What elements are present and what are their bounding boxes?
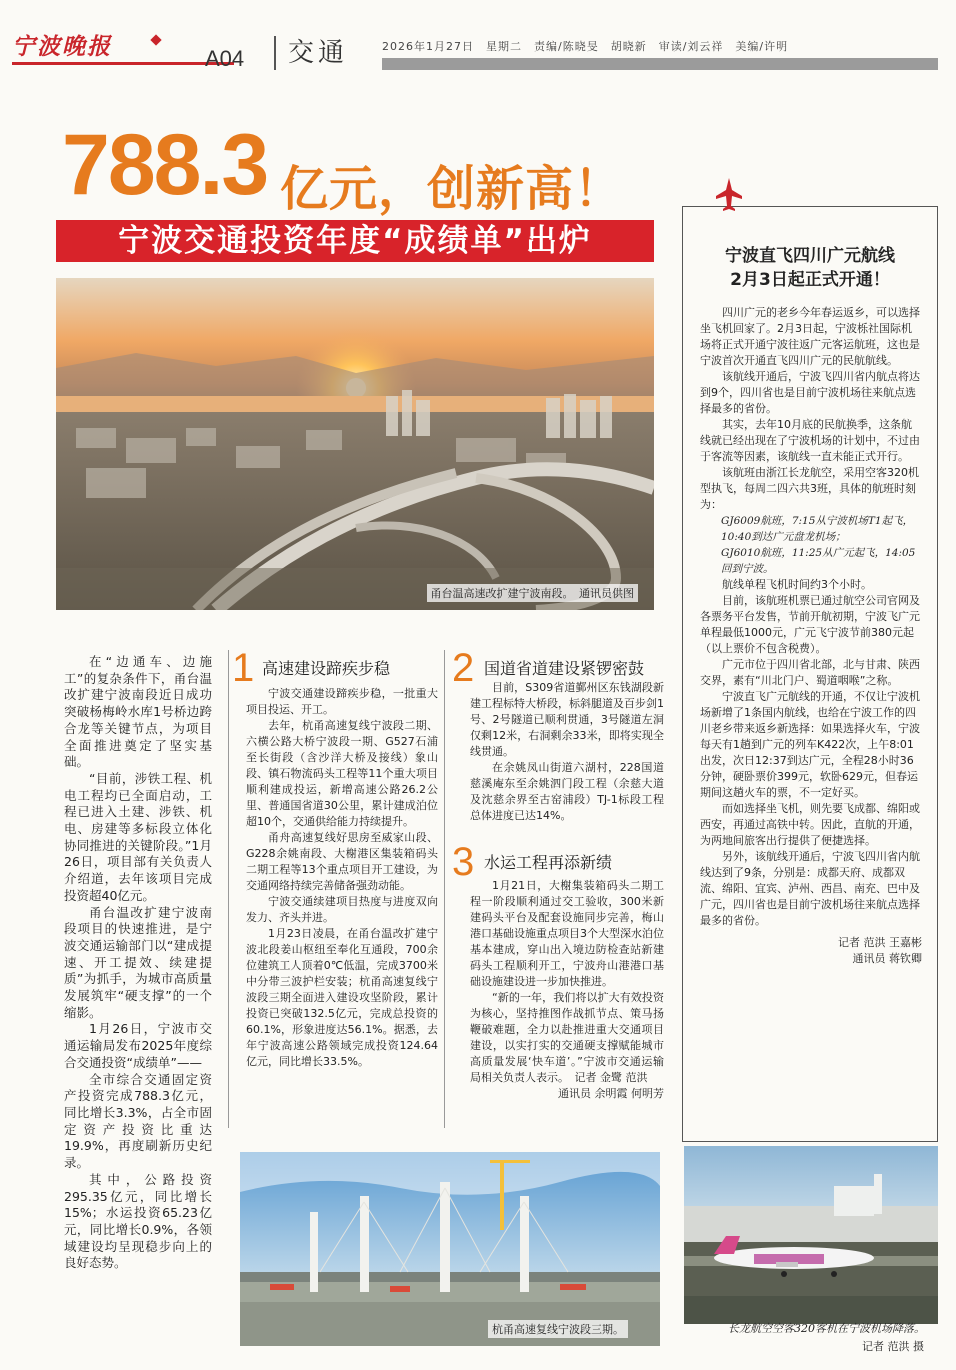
headline-number: 788.3 — [62, 117, 268, 213]
section-title: 水运工程再添新绩 — [484, 853, 613, 872]
plane-photo — [684, 1146, 938, 1324]
lead-paragraph: 其中，公路投资295.35亿元，同比增长15%；水运投资65.23亿元，同比增长0.9%，各领域建设均呈现稳步向上的良好态势。 — [64, 1171, 212, 1271]
sidebar-byline: 通讯员 蒋钦卿 — [852, 952, 922, 965]
body-paragraph: 1月21日，大榭集装箱码头二期工程一阶段顺利通过交工验收，300米新建码头平台及配套设施同步完善，梅山港口基础设施重点项目3个大型深水泊位基本建成，穿山出入境边防检查站新建码头工程顺利开工，宁波舟山港港口基础设施建设进一步加快推进。 — [470, 879, 664, 988]
body-paragraph: 甬舟高速复线好思房至威家山段、G228余姚南段、大榭港区集装箱码头二期工程等13个重点项目开工建设，为交通网络持续完善储备强劲动能。 — [246, 831, 438, 892]
lead-paragraph: 1月26日，宁波市交通运输局发布2025年度综合交通投资“成绩单”—— — [64, 1021, 212, 1070]
sidebar-paragraph: 目前，该航班机票已通过航空公司官网及各票务平台发售，节前开航初期，宁波飞广元单程最低1000元，广元飞宁波节前380元起（以上票价不包含税费）。 — [700, 594, 920, 655]
newspaper-logo: 宁波晚报 — [12, 33, 112, 60]
section-number: 2 — [452, 646, 475, 690]
lead-paragraph: “目前，涉铁工程、机电工程均已全面启动，工程已进入土建、涉铁、机电、房建等多标段立体化协同推进的关键阶段。”1月26日，项目部有关负责人介绍道，去年该项目完成投资超40亿元。 — [64, 770, 212, 903]
sidebar-paragraph: 航线单程飞机时间约3个小时。 — [722, 578, 872, 591]
sidebar-paragraph: 该航线开通后，宁波飞四川省内航点将达到9个，四川省也是目前宁波机场往来航点选择最多的省份。 — [700, 370, 920, 415]
body-paragraph: 宁波交通续建项目热度与进度双向发力、齐头并进。 — [246, 895, 438, 924]
issue-meta: 2026年1月27日 星期二 责编/陈晓旻 胡晓新 审读/刘云祥 美编/许明 — [382, 40, 789, 53]
body-paragraph: 1月23日凌晨，在甬台温改扩建宁波北段姜山枢纽至奉化互通段，700余位建筑工人顶着0℃低温，完成3700米中分带三波护栏安装；杭甬高速复线宁波段三期全面进入建设攻坚阶段，累计投资已突破132.5亿元，完成总投资的60.1%，形象进度达56.1%。据悉，去年宁波高速公路领域完成投资124.64亿元，同比增长33.5%。 — [246, 927, 438, 1068]
subtitle-banner: 宁波交通投资年度“成绩单”出炉 — [56, 220, 654, 262]
highway-illustration — [56, 278, 654, 610]
sidebar-body — [700, 305, 922, 967]
section-number: 1 — [232, 646, 255, 690]
page-number: A04 — [205, 46, 245, 71]
lead-paragraph: 全市综合交通固定资产投资完成788.3亿元，同比增长3.3%，占全市固定资产投资比重达19.9%，再度刷新历史纪录。 — [64, 1071, 212, 1171]
sidebar-paragraph: 该航班由浙江长龙航空，采用空客320机型执飞，每周二四六共3班，具体的航班时刻为： — [700, 466, 919, 511]
section-title: 国道省道建设紧锣密鼓 — [484, 659, 645, 678]
section3-body — [470, 878, 664, 1102]
section3-byline: 通讯员 余明霞 何明芳 — [558, 1087, 664, 1100]
bridge-photo — [240, 1152, 660, 1346]
logo-ornament — [150, 34, 161, 45]
sidebar-paragraph: 四川广元的老乡今年春运返乡，可以选择坐飞机回家了。2月3日起，宁波栎社国际机场将正式开通宁波往返广元客运航班，这也是宁波首次开通直飞四川广元的民航航线。 — [700, 306, 920, 367]
sidebar-paragraph: 而如选择坐飞机，则先要飞成都、绵阳或西安，再通过高铁中转。因此，直航的开通，为两地间旅客出行提供了便捷选择。 — [700, 802, 920, 847]
flight-schedule: GJ6010航班，11:25从广元起飞，14:05回到宁波。 — [721, 547, 916, 575]
airplane-icon — [714, 176, 744, 212]
sidebar-paragraph: 另外，该航线开通后，宁波飞四川省内航线达到了9条，分别是：成都天府、成都双流、绵阳、宜宾、泸州、西昌、南充、巴中及广元，四川省也是目前宁波机场往来航点选择最多的省份。 — [700, 850, 920, 927]
section1-body — [246, 686, 438, 1070]
plane-illustration — [684, 1146, 938, 1324]
lead-column — [64, 654, 212, 1272]
logo-rule — [12, 62, 234, 65]
sidebar-title-line2: 2月3日起正式开通！ — [730, 270, 890, 290]
section2-body — [470, 680, 664, 824]
header-bar — [382, 58, 938, 70]
sidebar-paragraph: 广元市位于四川省北部，北与甘肃、陕西交界，素有“川北门户、蜀道咽喉”之称。 — [700, 658, 920, 687]
column-rule — [228, 650, 229, 1128]
body-paragraph: 宁波交通建设蹄疾步稳，一批重大项目投运、开工。 — [246, 687, 438, 716]
sidebar-byline: 记者 范洪 王嘉彬 — [838, 936, 922, 949]
sidebar-title — [682, 244, 938, 292]
section-title: 高速建设蹄疾步稳 — [262, 659, 391, 678]
bridge-illustration — [240, 1152, 660, 1346]
body-paragraph: 在余姚凤山街道六湖村，228国道慈溪庵东至余姚泗门段工程（余慈大道及沈慈余界至古窑浦段）TJ-1标段工程总体进度已达14%。 — [470, 761, 664, 822]
bridge-photo-caption: 杭甬高速复线宁波段三期。 — [488, 1320, 628, 1338]
body-paragraph: “新的一年，我们将以扩大有效投资为核心，坚持推图作战抓节点、策马扬鞭破难题，全力以赴推进重大交通项目建设，以实打实的交通硬支撑赋能城市高质量发展‘快车道’。”宁波市交通运输局相关负责人表示。 记者 金鹭 范洪 — [470, 991, 664, 1084]
plane-photo-credit: 记者 范洪 摄 — [862, 1340, 924, 1353]
section-number: 3 — [452, 840, 475, 884]
sidebar-paragraph: 其实，去年10月底的民航换季，这条航线就已经出现在了宁波机场的计划中，不过由于客流等因素，该航线一直未能正式开行。 — [700, 418, 920, 463]
main-photo-caption: 甬台温高速改扩建宁波南段。 通讯员供图 — [427, 584, 639, 602]
body-paragraph: 去年，杭甬高速复线宁波段二期、六横公路大桥宁波段一期、G527石浦至长街段（含沙洋大桥及接线）象山段、镇石物流码头工程等11个重大项目顺利建成投运，新增高速公路26.2公里、普通国省道30公里，累计建成泊位超10个，交通供给能力持续提升。 — [246, 719, 438, 828]
lead-paragraph: 在“边通车、边施工”的复杂条件下，甬台温改扩建宁波南段近日成功突破杨梅岭水库1号桥边跨合龙等关键节点，为项目全面推进奠定了坚实基础。 — [64, 654, 212, 770]
headline-text: 亿元，创新高！ — [280, 161, 624, 217]
lead-paragraph: 甬台温改扩建宁波南段项目的快速推进，是宁波交通运输部门以“建成提速、开工提效、续建提质”为抓手，为城市高质量发展筑牢“硬支撑”的一个缩影。 — [64, 904, 212, 1020]
flight-schedule: GJ6009航班，7:15从宁波机场T1起飞，10:40到达广元盘龙机场； — [721, 515, 914, 543]
header-divider — [274, 36, 276, 70]
column-rule — [444, 650, 445, 1128]
section-name: 交通 — [288, 38, 349, 68]
sidebar-paragraph: 宁波直飞广元航线的开通，不仅让宁波机场新增了1条国内航线，也给在宁波工作的四川老乡带来返乡新选择：如果选择火车，宁波每天有1趟到广元的列车K422次，上午8:01出发，次日12:37到达广元，全程28小时36分钟，硬卧票价399元，软卧629元，但春运期间这趟火车的票，不一定好买。 — [700, 690, 920, 799]
highway-photo — [56, 278, 654, 610]
sidebar-title-line1: 宁波直飞四川广元航线 — [725, 246, 895, 266]
plane-photo-caption: 长龙航空空客320客机在宁波机场降落。 — [728, 1322, 925, 1335]
body-paragraph: 目前，S309省道鄞州区东钱湖段新建工程标特大桥段，标斜腿道及百步剑1号、2号隧道已顺利贯通，3号隧道左洞仅剩12米，右洞剩余33米，即将实现全线贯通。 — [470, 681, 664, 758]
